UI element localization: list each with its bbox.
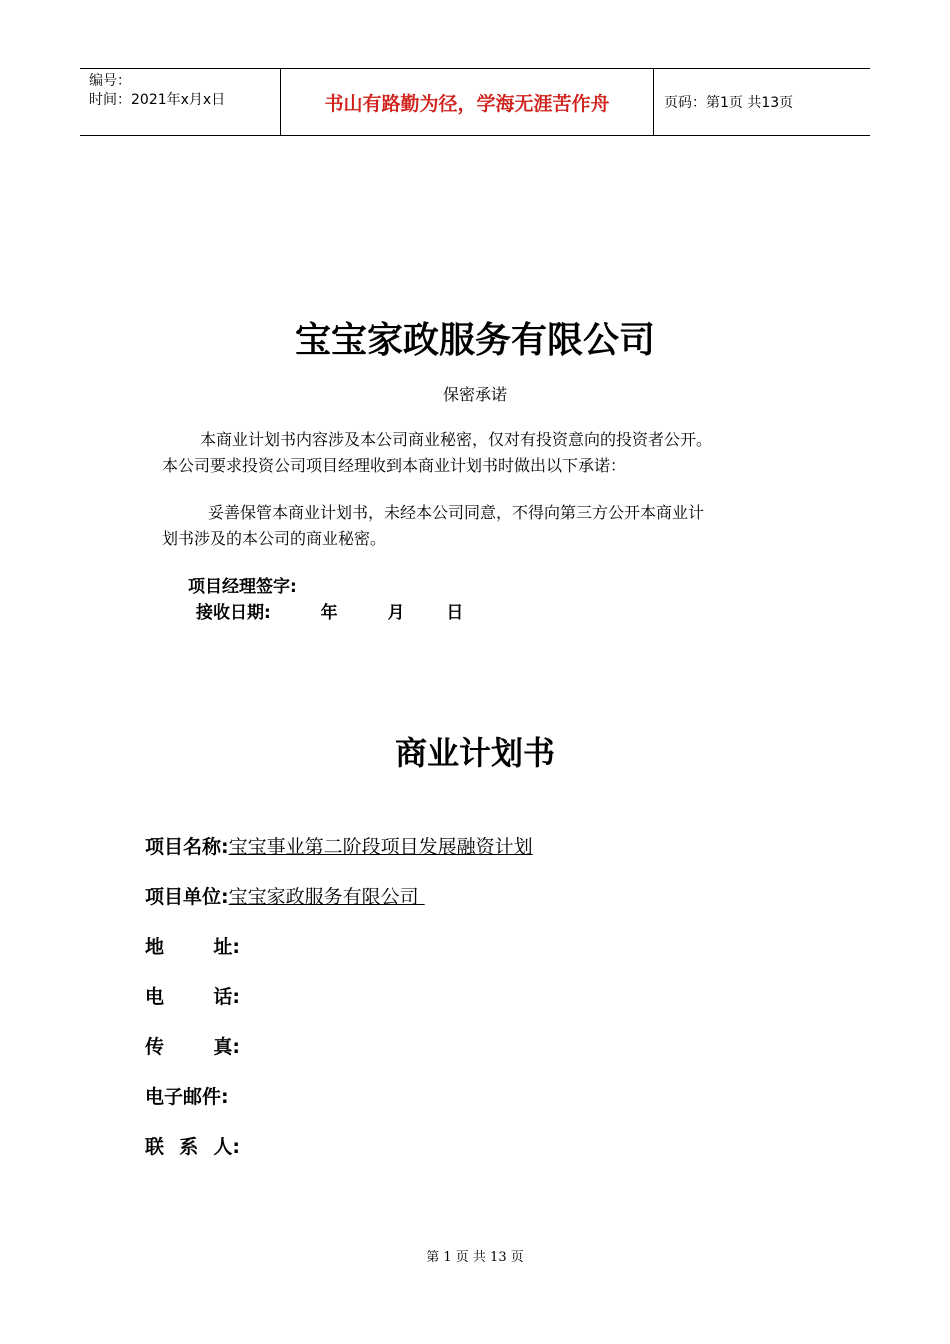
confidentiality-paragraph-2 (162, 500, 812, 552)
business-plan-title: 商业计划书 (394, 734, 555, 772)
receive-date-row (196, 598, 463, 623)
project-name-value: 宝宝事业第二阶段项目发展融资计划 (228, 836, 533, 858)
date-year: 年 (320, 603, 338, 623)
field-phone (145, 982, 240, 1009)
page-footer: 第 1 页 共 13 页 (426, 1250, 524, 1265)
confidentiality-paragraph-1 (162, 427, 812, 479)
project-name-label: 项目名称: (145, 836, 229, 858)
contact-label-part-1: 联 (145, 1136, 165, 1158)
contact-label-part-3: 人: (213, 1136, 240, 1158)
header-motto: 书山有路勤为径，学海无涯苦作舟 (281, 69, 654, 135)
company-title: 宝宝家政服务有限公司 (294, 320, 655, 361)
header-left-cell (80, 69, 281, 135)
header-page-info: 页码：第1页 共13页 (664, 95, 794, 111)
paragraph-1-line-2: 本公司要求投资公司项目经理收到本商业计划书时做出以下承诺： (162, 456, 627, 475)
field-fax (145, 1032, 240, 1059)
field-project-name (145, 832, 533, 859)
contact-label-part-2: 系 (179, 1136, 199, 1158)
field-email (145, 1082, 229, 1109)
fax-label-part-1: 传 (145, 1036, 165, 1058)
address-label-part-2: 址: (213, 936, 240, 958)
fax-label-part-2: 真: (213, 1036, 240, 1058)
field-contact (145, 1132, 240, 1159)
date-day: 日 (446, 603, 464, 623)
field-project-unit (145, 882, 425, 909)
fax-label (145, 1032, 240, 1059)
paragraph-2-line-1: 妥善保管本商业计划书，未经本公司同意，不得向第三方公开本商业计 (208, 503, 705, 522)
field-address (145, 932, 240, 959)
page-header-table (80, 68, 870, 136)
receive-date-label: 接收日期: (196, 603, 271, 623)
phone-label-part-2: 话: (213, 986, 240, 1008)
header-time-label: 时间：2021年x月x日 (89, 92, 226, 108)
header-number-label: 编号： (89, 73, 131, 89)
manager-signature-label: 项目经理签字: (188, 577, 297, 597)
address-label-part-1: 地 (145, 936, 165, 958)
confidentiality-heading: 保密承诺 (442, 385, 507, 404)
address-label (145, 932, 240, 959)
contact-label (145, 1132, 240, 1159)
paragraph-1-line-1: 本商业计划书内容涉及本公司商业秘密，仅对有投资意向的投资者公开。 (200, 430, 713, 449)
date-month: 月 (387, 603, 405, 623)
phone-label-part-1: 电 (145, 986, 165, 1008)
email-label: 电子邮件: (145, 1086, 229, 1108)
project-unit-label: 项目单位: (145, 886, 229, 908)
project-unit-value: 宝宝家政服务有限公司 (228, 886, 425, 908)
phone-label (145, 982, 240, 1009)
paragraph-2-line-2: 划书涉及的本公司的商业秘密。 (162, 529, 387, 548)
